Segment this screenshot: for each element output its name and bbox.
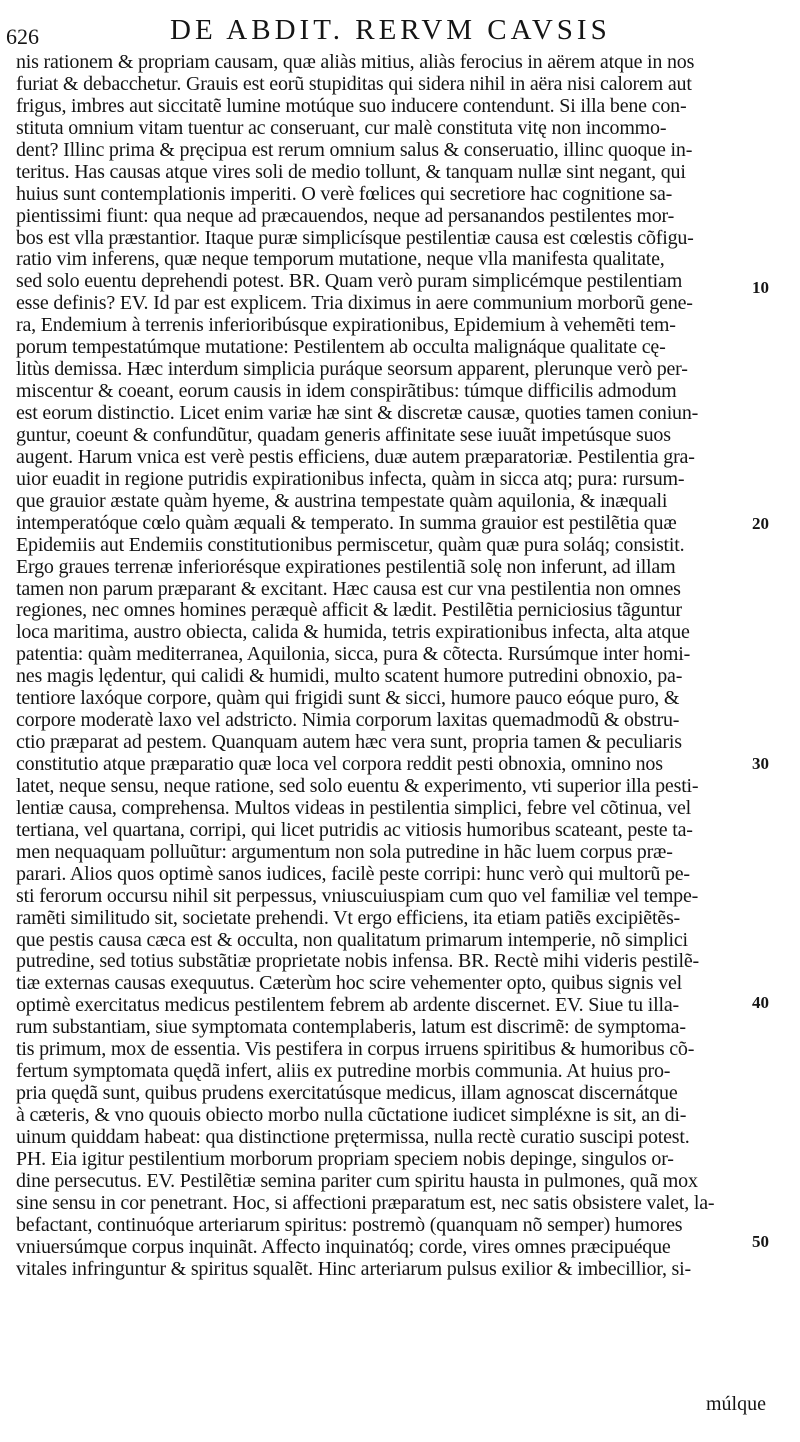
text-line: bos est vlla præstantior. Itaque puræ simplicísque pestilentiæ causa est cœlestis cõfigu- [16,226,694,249]
text-line: sti ferorum occursu nihil sit perpessus, vniuscuiuspiam cum quo vel familiæ vel tempe- [16,884,699,907]
text-line: que grauior æstate quàm hyeme, & austrina tempestate quàm aquilonia, & inæquali [16,489,668,512]
text-line: loca maritima, austro obiecta, calida & humida, tetris expirationibus infecta, alta atque [16,621,690,644]
text-line: uinum quiddam habeat: qua distinctione prętermissa, nulla rectè curatio suscipi potest. [16,1125,690,1148]
text-line: litùs demissa. Hæc interdum simplicia puráque seorsum apparent, plerunque verò per- [16,358,688,381]
text-line: tiæ externas causas exequutus. Cæterùm hoc scire vehementer opto, quibus signis vel [16,972,683,995]
text-line: constitutio atque præparatio quæ loca vel corpora reddit pesti obnoxia, omnino nos [16,753,663,775]
text-line: frigus, imbres aut siccitatẽ lumine motúque suo inducere contendunt. Si illa bene con- [16,94,687,117]
text-line: pria quędã sunt, quibus prudens exercitatúsque medicus, illam agnoscat discernátque [16,1082,678,1105]
text-line: latet, neque sensu, neque ratione, sed solo euentu & experimento, vti superior illa pesti- [16,774,699,797]
text-line: esse definis? EV. Id par est explicem. Tria diximus in aere communium morborũ gene- [16,292,693,315]
text-line: rum substantiam, siue symptomata contemplaberis, latum est discrimẽ: de symptoma- [16,1016,686,1039]
text-line: corpore moderatè laxo vel adstricto. Nimia corporum laxitas quemadmodũ & obstru- [16,709,680,732]
text-line: nis rationem & propriam causam, quæ aliàs mitius, aliàs ferocius in aërem atque in nos [16,51,695,73]
margin-line-number: 10 [752,278,769,297]
text-line: ra, Endemium à terrenis inferioribúsque expirationibus, Epidemium à vehemẽti tem- [16,314,676,337]
text-line: que pestis causa cæca est & occulta, non qualitatum primarum intemperie, nõ simplici [16,928,688,951]
text-line: men nequaquam polluũtur: argumentum non sola putredine in hãc luem corpus præ- [16,840,673,863]
text-line: lentiæ causa, comprehensa. Multos videas in pestilentia simplici, febre vel cõtinua, vel [16,796,691,819]
text-line: PH. Eia igitur pestilentium morborum propriam speciem nobis depinge, singulos or- [16,1147,674,1170]
text-line: à cæteris, & vno quouis obiecto morbo nulla cũctatione iudicet simpléxne is sit, an di- [16,1104,687,1126]
text-line: stituta omnium vitam tuentur ac conseruant, cur malè constituta vitę non incommo- [16,116,667,139]
text-line: intemperatóque cœlo quàm æquali & temperato. In summa grauior est pestilẽtia quæ [16,511,677,534]
text-line: fertum symptomata quędã infert, aliis ex putredine morbis communia. At huius pro- [16,1060,671,1083]
text-line: sed solo euentu deprehendi potest. BR. Quam verò puram simplicémque pestilentiam [16,270,683,293]
text-line: tis primum, mox de essentia. Vis pestifera in corpus irruens spiritibus & humoribus cõ- [16,1038,695,1061]
text-line: ctio præparat ad pestem. Quanquam autem hæc vera sunt, propria tamen & peculiaris [16,731,682,754]
text-line: optimè exercitatus medicus pestilentem febrem ab ardente discernet. EV. Siue tu illa- [16,994,679,1017]
text-line: est eorum distinctio. Licet enim variæ hæ sint & discretæ causæ, quoties tamen coniun- [16,402,699,424]
text-line: guntur, coeunt & confundũtur, quadam generis affinitate sese iuuãt impetúsque suos [16,423,671,446]
text-line: furiat & debacchetur. Grauis est eorũ stupiditas qui sidera nihil in aëra nisi calorem aut [16,72,692,95]
text-line: putredine, sed totius substãtiæ proprietate nobis infensa. BR. Rectè mihi videris pestilẽ- [16,950,699,973]
text-line: Ergo graues terrenæ inferiorésque expirationes pestilentiã solę non inferunt, ad illam [16,555,676,578]
body-text [16,52,754,1281]
text-line: ratio vim inferens, quæ neque temporum mutatione, neque vlla manifesta qualitate, [16,248,665,271]
text-line: patentia: quàm mediterranea, Aquilonia, sicca, pura & cõtecta. Rursúmque inter homi- [16,643,691,666]
text-line: huius sunt contemplationis imperiti. O verè fœlices qui secretiore hac cognitione sa- [16,182,673,205]
catchword: múlque [706,1393,766,1415]
text-line: uior euadit in regione putridis expirationibus infecta, quàm in sicca atq; pura: rursum- [16,467,685,490]
text-line: teritus. Has causas atque vires soli de medio tollunt, & tanquam nullæ sint negant, qui [16,160,686,183]
text-line: augent. Harum vnica est verè pestis efficiens, duæ autem præparatoriæ. Pestilentia gra- [16,445,695,468]
margin-line-number: 50 [752,1232,769,1251]
text-line: parari. Alios quos optimè sanos iudices, facilè peste corripi: hunc verò qui multorũ pe- [16,862,690,885]
margin-line-number: 40 [752,993,769,1012]
text-line: vitales infringuntur & spiritus squalẽt. Hinc arteriarum pulsus exilior & imbecillior, si- [16,1257,691,1280]
page-number: 626 [6,24,39,49]
text-line: nes magis lędentur, qui calidi & humidi, multo scatent humore putredini obnoxio, pa- [16,665,683,688]
text-line: pientissimi fiunt: qua neque ad præcauendos, neque ad persanandos pestilentes mor- [16,204,675,227]
running-title: DE ABDIT. RERVM CAVSIS [170,14,611,46]
text-line: porum tempestatúmque mutatione: Pestilentem ab occulta malignáque qualitate cę- [16,336,666,359]
margin-line-number: 20 [752,514,769,533]
text-line: tamen non parum præparant & excitant. Hæc causa est cur vna pestilentia non omnes [16,577,681,600]
text-line: befactant, continuóque arteriarum spiritus: postremò (quanquam nõ semper) humores [16,1213,683,1236]
text-line: Epidemiis aut Endemiis constitutionibus permiscetur, quàm quæ pura soláq; consistit. [16,533,685,556]
text-line: miscentur & coeant, eorum causis in idem conspirãtibus: túmque difficilis admodum [16,380,677,403]
margin-line-number: 30 [752,754,769,773]
text-line: tertiana, vel quartana, corripi, qui licet putridis ac vitiosis humoribus scateant, peste ta- [16,818,693,841]
text-line: regiones, nec omnes homines peræquè afficit & lædit. Pestilẽtia perniciosius tãguntur [16,599,682,622]
text-line: vniuersúmque corpus inquinãt. Affecto inquinatóq; corde, vires omnes præcipuéque [16,1235,671,1258]
text-line: dine persecutus. EV. Pestilẽtiæ semina pariter cum spiritu hausta in pulmones, quã mox [16,1169,698,1192]
text-line: dent? Illinc prima & pręcipua est rerum omnium salus & conseruatio, illinc quoque in- [16,138,693,161]
text-line: sine sensu in cor penetrant. Hoc, si affectioni præparatum est, nec satis obsistere valet, la- [16,1191,715,1214]
text-line: tentiore laxóque corpore, quàm qui frigidi sunt & sicci, humore pauco eóque puro, & [16,687,680,710]
text-line: ramẽti similitudo sit, societate prehendi. Vt ergo efficiens, ita etiam patiẽs excipiẽtẽs- [16,906,681,929]
